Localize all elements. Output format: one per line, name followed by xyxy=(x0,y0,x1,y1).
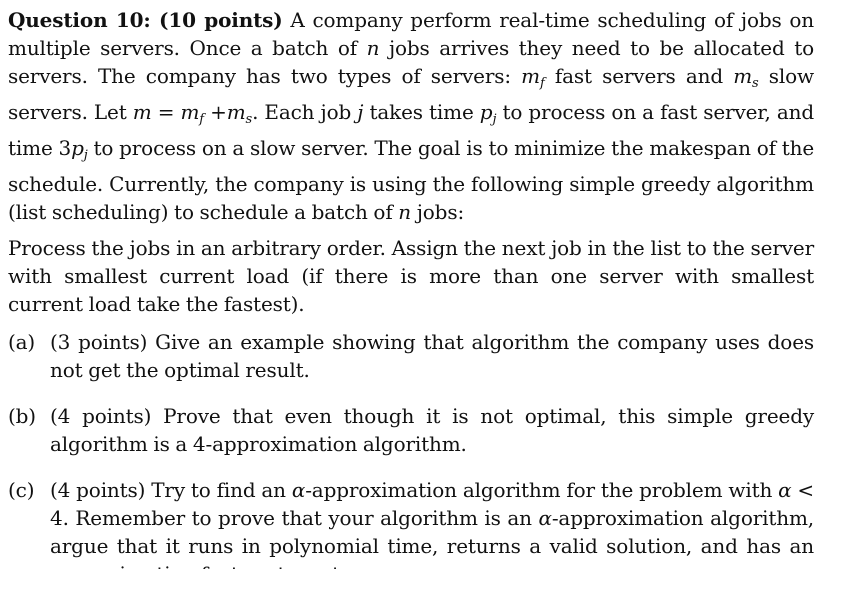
math-alpha: α xyxy=(291,478,306,502)
intro-text: jobs: xyxy=(411,200,465,224)
part-text: < 4. Remember to prove that your algorithm is an xyxy=(50,478,814,530)
math-alpha: α xyxy=(538,506,552,530)
part-text: (4 points) Try to find an xyxy=(50,478,292,502)
math-p: p xyxy=(71,136,84,160)
intro-text: to process on a slow server. The goal is to minimize the makespan of the schedule. Currently, the company is using the following simple greedy algorithm (list scheduling) to schedule a batch of xyxy=(8,136,815,224)
intro-text: . Each job xyxy=(252,100,358,124)
math-alpha: α xyxy=(778,478,792,502)
algorithm-description: Process the jobs in an arbitrary order. Assign the next job in the list to the server with smallest current load (if there is more than one server with smallest current load take the fastest). xyxy=(8,236,814,316)
part-text: -approximation algorithm, argue that it runs in polynomial time, returns a valid solution, and has an xyxy=(50,506,815,558)
math-sub-f: f xyxy=(540,76,545,91)
part-text: (4 points) Prove that even though it is not optimal, this simple greedy algorithm is a 4-approximation algorithm. xyxy=(50,404,814,456)
math-m: m xyxy=(521,64,540,88)
math-sub-s: s xyxy=(752,76,759,91)
math-sub-f: f xyxy=(199,112,204,127)
intro-text: slow servers. Let xyxy=(8,64,814,124)
math-equals: = xyxy=(151,100,181,124)
intro-text: jobs arrives they need to be allocated to servers. The company has two types of servers: xyxy=(8,36,814,88)
part-label: (a) xyxy=(8,330,36,354)
part-label: (b) xyxy=(8,404,36,428)
part-a xyxy=(8,328,814,384)
math-j: j xyxy=(357,100,364,124)
part-text: -approximation algorithm for the problem with xyxy=(305,478,779,502)
math-m: m xyxy=(226,100,246,124)
math-m: m xyxy=(180,100,200,124)
intro-text: fast servers and xyxy=(544,64,734,88)
part-label: (c) xyxy=(8,478,35,502)
intro-text: to process on a fast server, and time xyxy=(8,100,814,160)
math-m: m xyxy=(733,64,753,88)
math-plus: + xyxy=(203,100,227,124)
math-n: n xyxy=(366,36,380,60)
math-three: 3 xyxy=(58,136,72,160)
question-heading: Question 10: (10 points) xyxy=(8,8,283,32)
document-page xyxy=(8,6,814,606)
question-intro xyxy=(8,6,814,226)
part-b xyxy=(8,402,814,458)
intro-text: takes time xyxy=(363,100,480,124)
part-text: (3 points) Give an example showing that algorithm the company uses does not get the optimal result. xyxy=(50,330,814,382)
math-m: m xyxy=(132,100,152,124)
page-cutoff xyxy=(0,569,861,601)
math-sub-s: s xyxy=(245,112,253,127)
math-sub-j: j xyxy=(492,112,497,127)
question-parts xyxy=(8,328,814,588)
math-n: n xyxy=(398,200,412,224)
intro-text: A company perform real-time scheduling of jobs on multiple servers. Once a batch of xyxy=(8,8,814,60)
math-sub-j: j xyxy=(83,148,88,163)
math-p: p xyxy=(479,100,493,124)
